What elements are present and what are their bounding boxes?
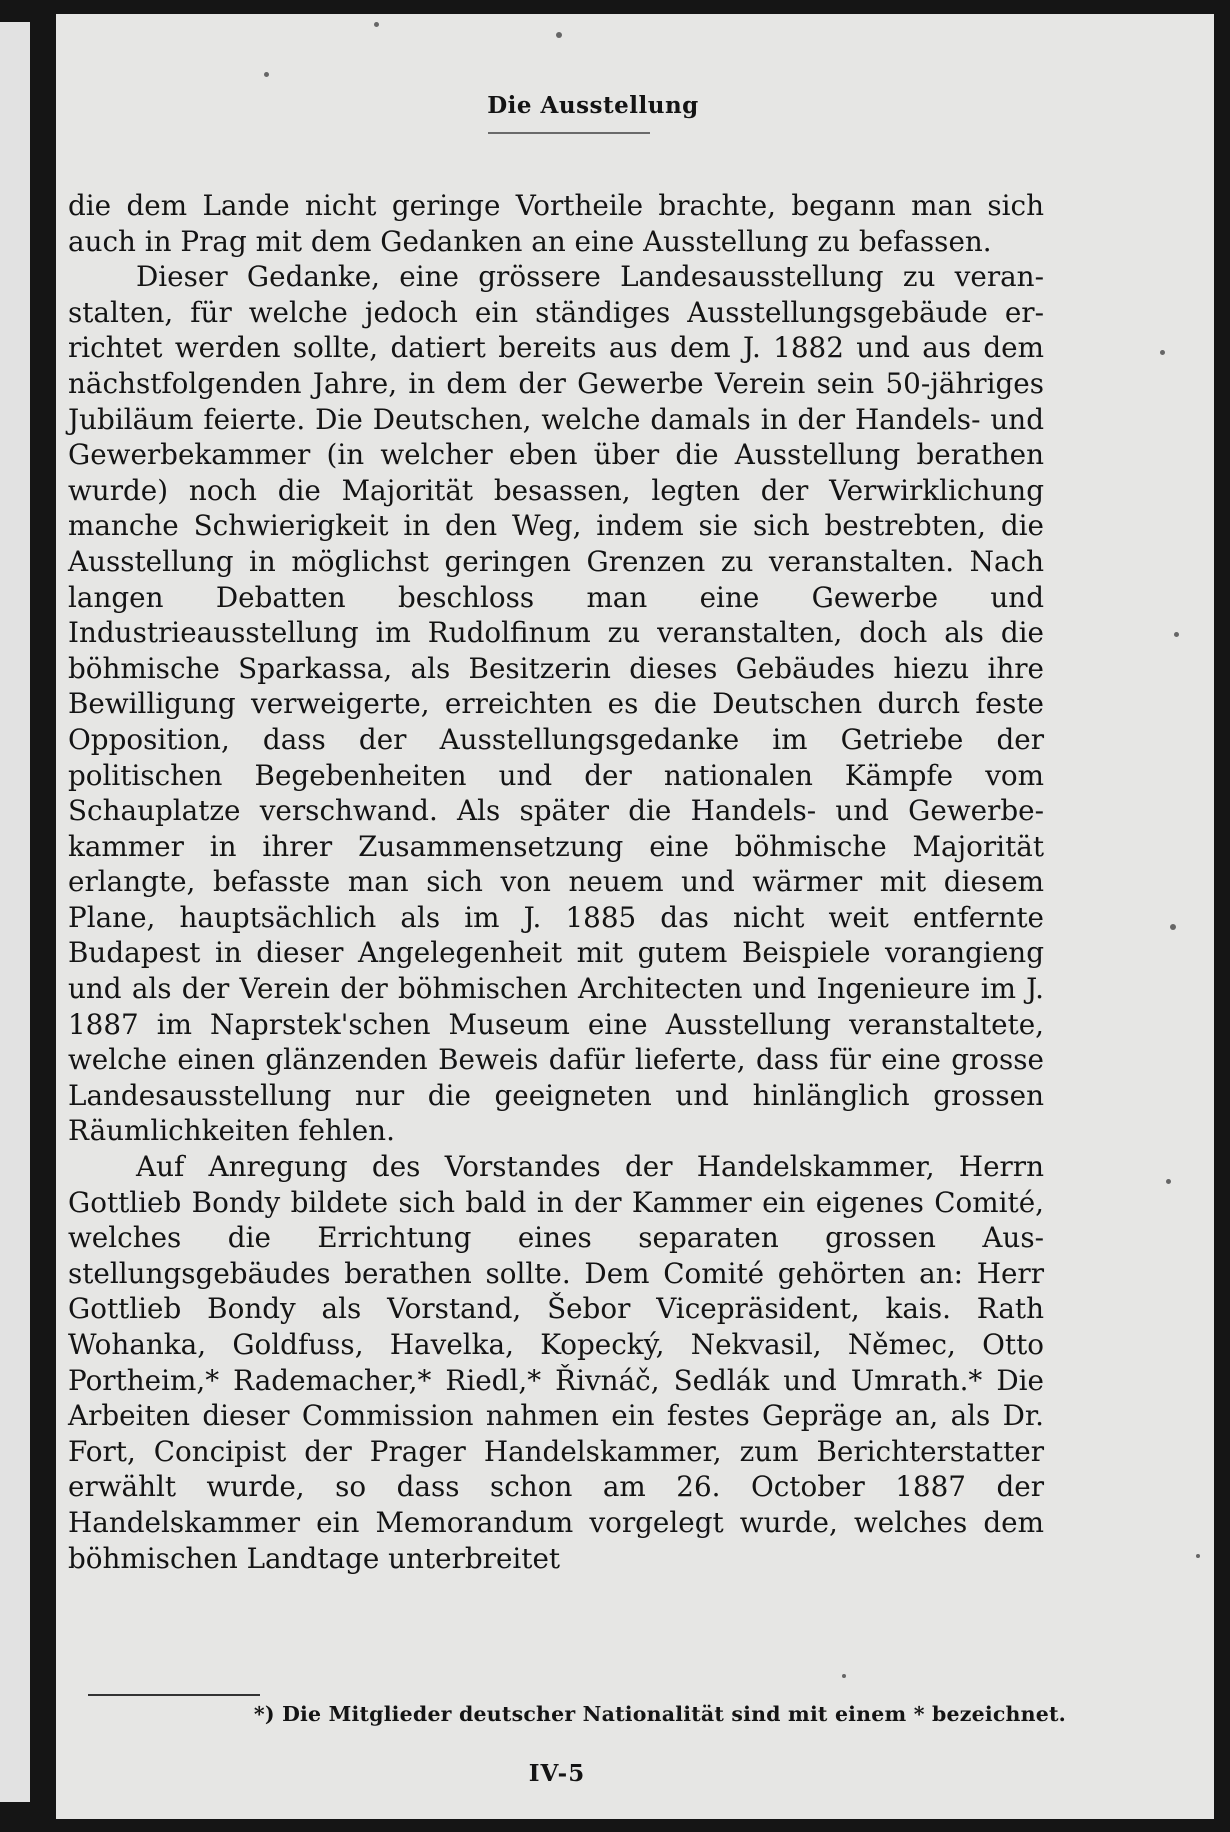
- dust-speck: [1170, 924, 1176, 930]
- header-rule: [488, 132, 650, 134]
- dust-speck: [264, 72, 269, 77]
- paragraph-continued: die dem Lande nicht geringe Vortheile brachte, begann man sich auch in Prag mit dem Gedanken an eine Ausstellung zu befassen.: [68, 189, 1044, 258]
- dust-speck: [1160, 350, 1165, 355]
- footnote: *) Die Mitglieder deutscher Nationalität sind mit einem * bezeichnet.: [253, 1702, 1066, 1726]
- paragraph: Auf Anregung des Vorstandes der Handelskammer, Herrn Gottlieb Bondy bildete sich bald in der Kammer ein eigenes Comité, welches die Errichtung eines separaten grossen Ausstellungsgebäudes berathen sollte. Dem Comité gehörten an: Herr Gottlieb Bondy als Vorstand, Šebor Vicepräsident, kais. Rath Wohanka, Goldfuss, Havelka, Kopecký, Nekvasil, Němec, Otto Portheim,* Rademacher,* Riedl,* Řivnáč, Sedlák und Umrath.* Die Arbeiten dieser Commission nahmen ein festes Gepräge an, als Dr. Fort, Concipist der Prager Handelskammer, zum Berichterstatter erwählt wurde, so dass schon am 26. October 1887 der Handelskammer ein Memorandum vorgelegt wurde, welches dem böhmischen Landtage unterbreitet: [68, 1150, 1044, 1575]
- dust-speck: [1174, 632, 1179, 637]
- facing-page-edge: [0, 22, 30, 1802]
- paragraph: Dieser Gedanke, eine grössere Landesausstellung zu veranstalten, für welche jedoch ein ständiges Ausstellungsgebäude errichtet werden sollte, datiert bereits aus dem J. 1882 und aus dem nächstfolgenden Jahre, in dem der Gewerbe Verein sein 50-jähriges Jubiläum feierte. Die Deutschen, welche damals in der Handels- und Gewerbekammer (in welcher eben über die Ausstellung berathen wurde) noch die Majorität besassen, legten der Verwirklichung manche Schwierigkeit in den Weg, indem sie sich bestrebten, die Ausstellung in möglichst geringen Grenzen zu veranstalten. Nach langen Debatten beschloss man eine Gewerbe und Industrieausstellung im Rudolfinum zu veranstalten, doch als die böhmische Sparkassa, als Besitzerin dieses Gebäudes hiezu ihre Bewilligung verweigerte, erreichten es die Deutschen durch feste Opposition, dass der Ausstellungsgedanke im Getriebe der politischen Begebenheiten und der nationalen Kämpfe vom Schauplatze verschwand. Als später die Handels- und Gewerbekammer in ihrer Zusammensetzung eine böhmische Majorität erlangte, befasste man sich von neuem und wärmer mit diesem Plane, hauptsächlich als im J. 1885 das nicht weit entfernte Budapest in dieser Angelegenheit mit gutem Beispiele vorangieng und als der Verein der böhmischen Architecten und Ingenieure im J. 1887 im Naprstek'schen Museum eine Ausstellung veranstaltete, welche einen glänzenden Beweis dafür lieferte, dass für eine grosse Landesausstellung nur die geeigneten und hinlänglich grossen Räumlichkeiten fehlen.: [68, 260, 1044, 1148]
- dust-speck: [842, 1674, 846, 1678]
- dust-speck: [1166, 1179, 1171, 1184]
- book-page: [56, 14, 1214, 1819]
- body-text: [68, 188, 1044, 1576]
- page-number: IV-5: [528, 1760, 586, 1787]
- footnote-rule: [88, 1694, 260, 1696]
- dust-speck: [556, 32, 562, 38]
- dust-speck: [1196, 1554, 1200, 1558]
- dust-speck: [374, 22, 379, 27]
- running-head: Die Ausstellung: [487, 92, 699, 119]
